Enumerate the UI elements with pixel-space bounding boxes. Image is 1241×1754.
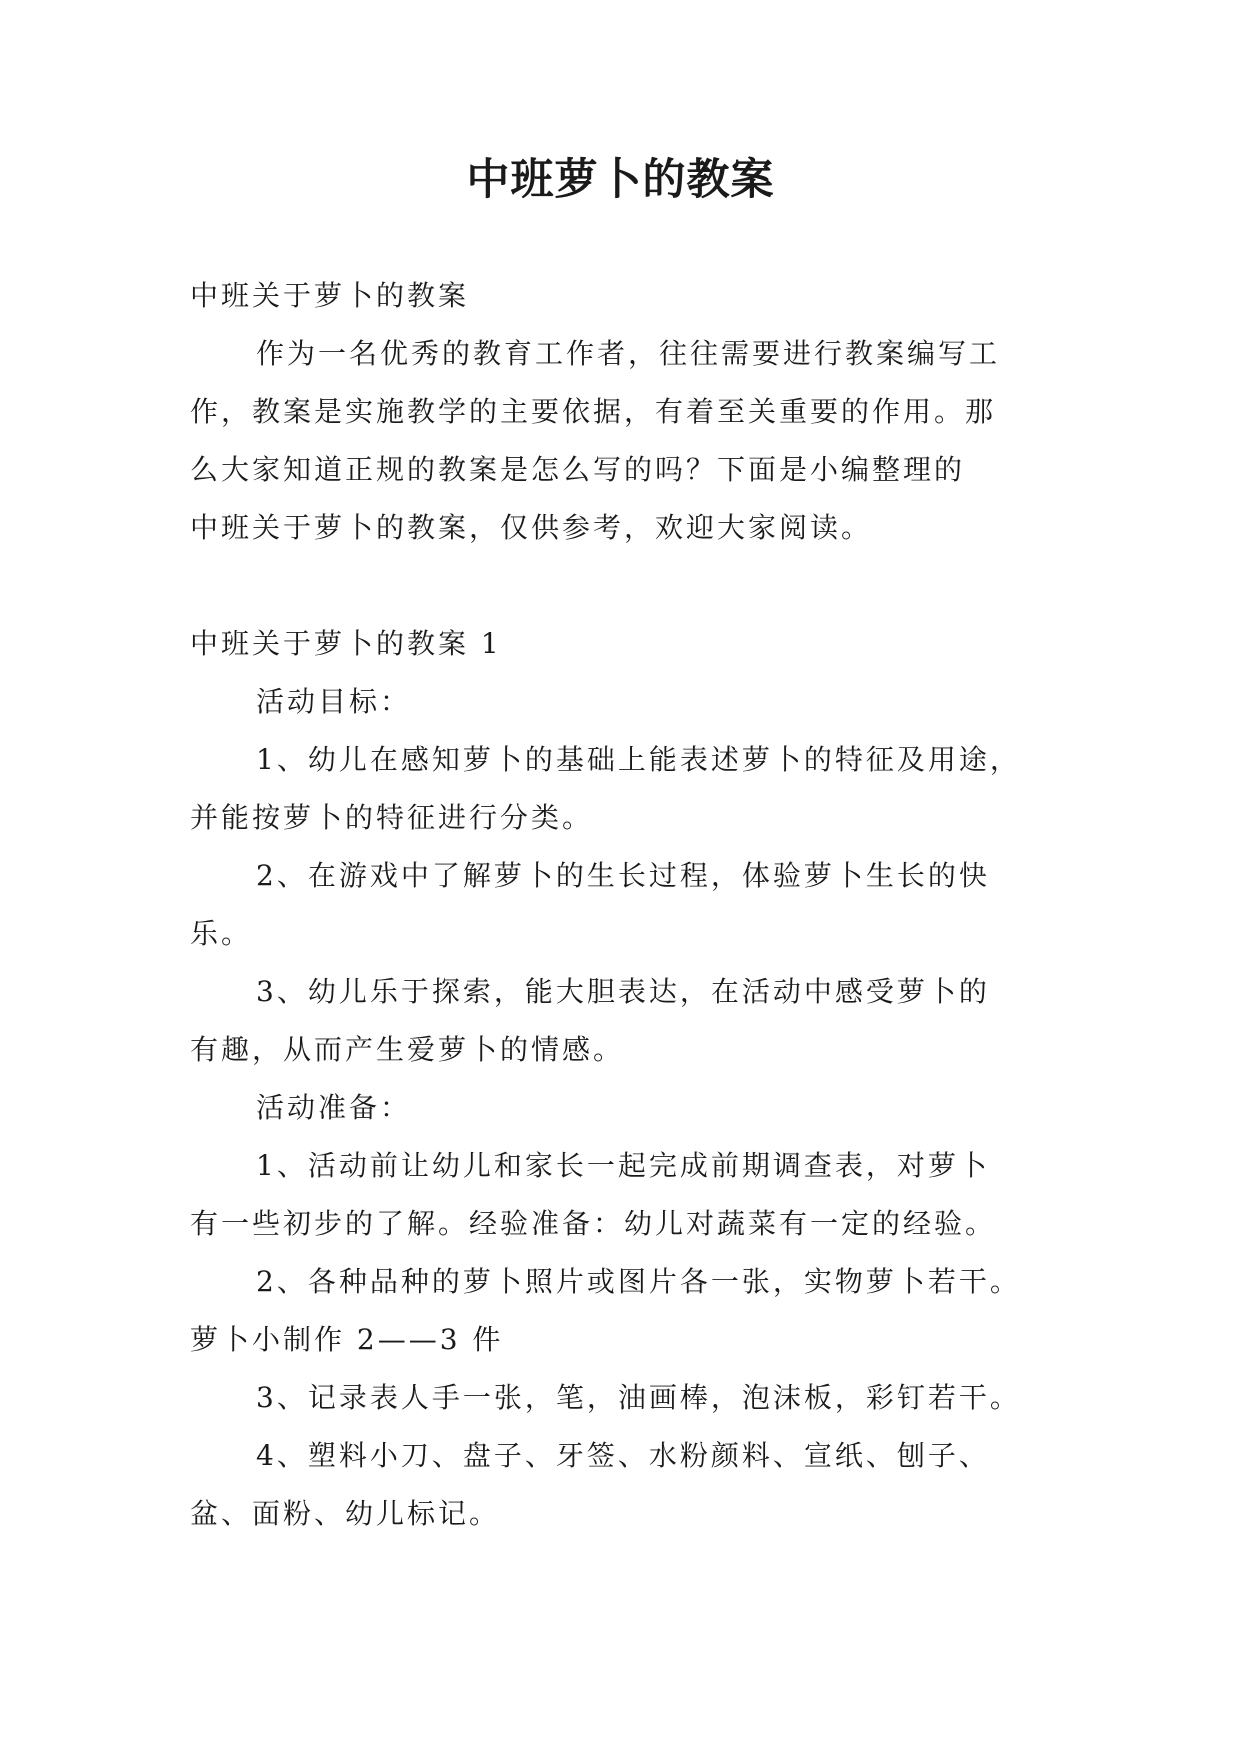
document-title: 中班萝卜的教案 — [466, 155, 775, 205]
section-heading: 中班关于萝卜的教案 — [190, 279, 470, 312]
goal-line: 3、幼儿乐于探索，能大胆表达，在活动中感受萝卜的 — [256, 975, 990, 1008]
prep-line: 2、各种品种的萝卜照片或图片各一张，实物萝卜若干。 — [256, 1265, 1021, 1298]
intro-line: 么大家知道正规的教案是怎么写的吗？下面是小编整理的 — [190, 453, 966, 486]
goal-line: 并能按萝卜的特征进行分类。 — [190, 801, 594, 834]
goal-line: 1、幼儿在感知萝卜的基础上能表述萝卜的特征及用途， — [256, 743, 1021, 776]
prep-line: 有一些初步的了解。经验准备：幼儿对蔬菜有一定的经验。 — [190, 1207, 997, 1240]
prep-line: 盆、面粉、幼儿标记。 — [190, 1497, 501, 1530]
intro-line: 作，教案是实施教学的主要依据，有着至关重要的作用。那 — [190, 395, 997, 428]
prep-line: 萝卜小制作 2——3 件 — [190, 1323, 504, 1356]
goal-line: 2、在游戏中了解萝卜的生长过程，体验萝卜生长的快 — [256, 859, 990, 892]
goal-line: 有趣，从而产生爱萝卜的情感。 — [190, 1033, 625, 1066]
prep-line: 1、活动前让幼儿和家长一起完成前期调查表，对萝卜 — [256, 1149, 990, 1182]
prep-line: 3、记录表人手一张，笔，油画棒，泡沫板，彩钉若干。 — [256, 1381, 1021, 1414]
goal-line: 乐。 — [190, 917, 253, 950]
subheading: 活动准备： — [256, 1091, 412, 1124]
section-heading: 中班关于萝卜的教案 1 — [190, 627, 502, 660]
prep-line: 4、塑料小刀、盘子、牙签、水粉颜料、宣纸、刨子、 — [256, 1439, 990, 1472]
intro-line: 作为一名优秀的教育工作者，往往需要进行教案编写工 — [256, 337, 1001, 370]
subheading: 活动目标： — [256, 685, 412, 718]
intro-line: 中班关于萝卜的教案，仅供参考，欢迎大家阅读。 — [190, 511, 873, 544]
